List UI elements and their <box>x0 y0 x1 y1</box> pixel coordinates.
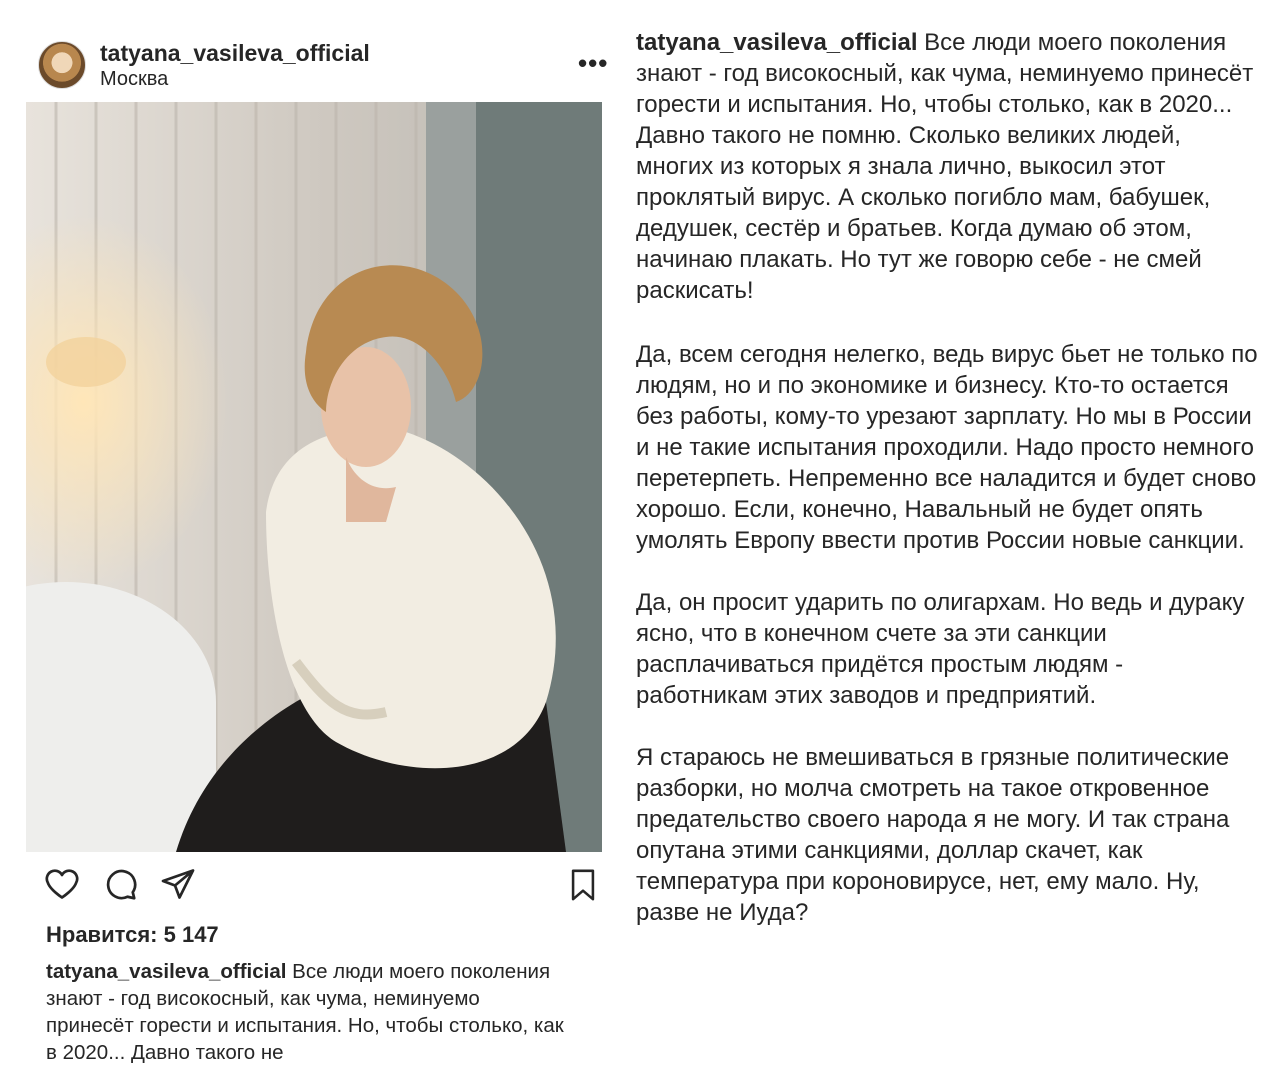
caption-paragraph-1 <box>636 27 1260 306</box>
post-card <box>0 0 620 1068</box>
post-actions <box>44 866 604 906</box>
caption-full <box>636 27 1260 959</box>
send-icon[interactable] <box>160 866 196 907</box>
caption-preview-text: Все люди моего поколения знают - год високосный, как чума, неминуемо принесёт горести и испытания. Но, чтобы столько, как в 2020... Давно такого не <box>46 960 564 1064</box>
caption-full-username[interactable]: tatyana_vasileva_official <box>636 29 918 56</box>
comment-icon[interactable] <box>102 866 138 907</box>
heart-icon[interactable] <box>44 866 80 907</box>
avatar[interactable] <box>38 41 86 89</box>
likes-count[interactable]: Нравится: 5 147 <box>46 922 219 947</box>
post-photo[interactable] <box>26 102 602 852</box>
post-location[interactable]: Москва <box>100 68 169 90</box>
bookmark-icon[interactable] <box>566 866 600 909</box>
caption-p1-text: Все люди моего поколения знают - год високосный, как чума, неминуемо принесёт горести и испытания. Но, чтобы столько, как в 2020... Давно такого не помню. Сколько великих людей, многих из которых я знала лично, выкосил этот проклятый вирус. А сколько погибло мам, бабушек, дедушек, сестёр и братьев. Когда думаю об этом, начинаю плакать. Но тут же говорю себе - не смей раскисать! <box>636 29 1254 304</box>
caption-username[interactable]: tatyana_vasileva_official <box>46 960 287 983</box>
caption-paragraph-4: Я стараюсь не вмешиваться в грязные политические разборки, но молча смотреть на такое откровенное предательство своего народа я не могу. И так страна опутана этими санкциями, доллар скачет, как температура при короновирусе, нет, ему мало. Ну, разве не Иуда? <box>636 744 1230 926</box>
caption-preview <box>46 958 566 1066</box>
post-header <box>38 38 608 92</box>
caption-paragraph-2: Да, всем сегодня нелегко, ведь вирус бьет не только по людям, но и по экономике и бизнесу. Кто-то остается без работы, кому-то урезают зарплату. Но мы в России и не такие испытания проходили. Надо просто немного перетерпеть. Непременно все наладится и будет сново хорошо. Если, конечно, Навальный не будет опять умолять Европу ввести против России новые санкции. <box>636 341 1258 554</box>
more-options-icon[interactable]: ••• <box>578 48 609 78</box>
caption-paragraph-3: Да, он просит ударить по олигархам. Но ведь и дураку ясно, что в конечном счете за эти санкции расплачиваться придётся простым людям - работникам этих заводов и предприятий. <box>636 589 1245 709</box>
photo-illustration <box>26 102 602 852</box>
post-username[interactable]: tatyana_vasileva_official <box>100 40 370 66</box>
